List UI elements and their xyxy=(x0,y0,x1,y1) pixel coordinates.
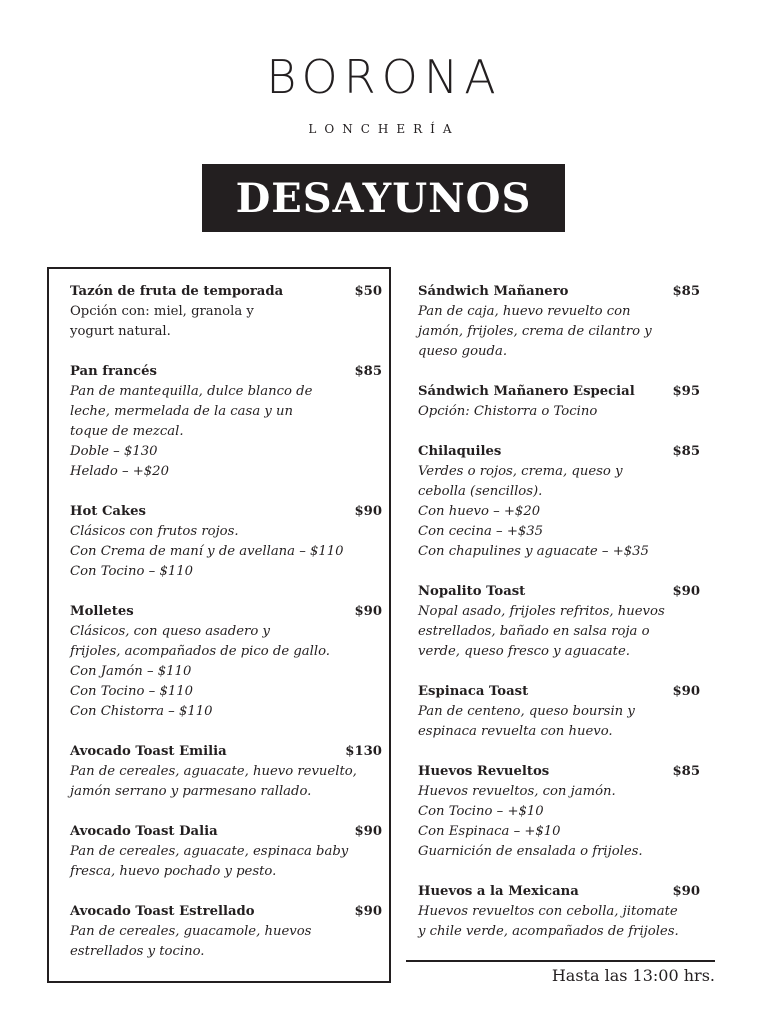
menu-item-name: Tazón de fruta de temporada xyxy=(70,284,284,299)
menu-item-description: yogurt natural. xyxy=(70,324,171,339)
menu-item-header xyxy=(70,282,382,302)
menu-item-header xyxy=(70,822,382,842)
menu-item-header xyxy=(418,442,700,462)
menu-item-header xyxy=(70,902,382,922)
menu-item-header xyxy=(418,282,700,302)
menu-item-description: Clásicos, con queso asadero y xyxy=(70,624,270,639)
menu-item-description: Con Crema de maní y de avellana – $110 xyxy=(70,544,344,559)
menu-item-header xyxy=(70,602,382,622)
menu-item-price: $85 xyxy=(672,444,700,459)
menu-item xyxy=(70,362,382,482)
menu-item-description: Pan de cereales, aguacate, huevo revuelto, xyxy=(70,764,357,779)
menu-item-name: Sándwich Mañanero xyxy=(418,284,569,299)
menu-item-header xyxy=(70,742,382,762)
menu-item xyxy=(70,902,382,962)
menu-item-description: Nopal asado, frijoles refritos, huevos xyxy=(418,604,665,619)
menu-item-description: Con Espinaca – +$10 xyxy=(418,824,561,839)
menu-item-name: Chilaquiles xyxy=(418,444,502,459)
menu-item-description: Pan de caja, huevo revuelto con xyxy=(418,304,631,319)
menu-item xyxy=(70,502,382,582)
menu-item-description: frijoles, acompañados de pico de gallo. xyxy=(70,644,330,659)
menu-item-description: y chile verde, acompañados de frijoles. xyxy=(418,924,679,939)
menu-item xyxy=(418,762,700,862)
menu-item xyxy=(418,882,700,942)
menu-item-description: Con Chistorra – $110 xyxy=(70,704,213,719)
menu-item-price: $130 xyxy=(345,744,382,759)
service-hours: Hasta las 13:00 hrs. xyxy=(551,966,715,985)
menu-item xyxy=(418,682,700,742)
menu-item-name: Hot Cakes xyxy=(70,504,146,519)
menu-item-header xyxy=(418,582,700,602)
menu-item-name: Huevos Revueltos xyxy=(418,764,550,779)
menu-item-description: Guarnición de ensalada o frijoles. xyxy=(418,844,643,859)
menu-item xyxy=(418,442,700,562)
menu-item xyxy=(70,282,382,342)
menu-item-description: queso gouda. xyxy=(418,344,508,359)
menu-item-description: Huevos revueltos, con jamón. xyxy=(418,784,616,799)
menu-item-price: $90 xyxy=(354,604,382,619)
menu-item-price: $50 xyxy=(354,284,382,299)
menu-item-description: Opción: Chistorra o Tocino xyxy=(418,404,598,419)
menu-item-description: Con cecina – +$35 xyxy=(418,524,544,539)
menu-item-description: Pan de cereales, guacamole, huevos xyxy=(70,924,312,939)
menu-item-description: Doble – $130 xyxy=(70,444,158,459)
menu-item-name: Avocado Toast Estrellado xyxy=(70,904,255,919)
menu-item-name: Avocado Toast Emilia xyxy=(70,744,227,759)
menu-item-description: toque de mezcal. xyxy=(70,424,184,439)
menu-item-price: $85 xyxy=(354,364,382,379)
menu-item-description: Con Tocino – $110 xyxy=(70,564,194,579)
menu-item-header xyxy=(70,502,382,522)
menu-item-price: $90 xyxy=(672,884,700,899)
menu-item-description: Con Tocino – +$10 xyxy=(418,804,544,819)
menu-item-description: Con Jamón – $110 xyxy=(70,664,192,679)
menu-item-header xyxy=(70,362,382,382)
menu-item-name: Nopalito Toast xyxy=(418,584,526,599)
menu-item xyxy=(418,382,700,422)
menu-item-description: estrellados y tocino. xyxy=(70,944,205,959)
menu-item-price: $90 xyxy=(354,504,382,519)
menu-item-name: Sándwich Mañanero Especial xyxy=(418,384,635,399)
menu-item-name: Pan francés xyxy=(70,364,157,379)
menu-item-price: $95 xyxy=(672,384,700,399)
menu-item-description: Verdes o rojos, crema, queso y xyxy=(418,464,623,479)
menu-item-description: Pan de centeno, queso boursin y xyxy=(418,704,635,719)
menu-item-description: espinaca revuelta con huevo. xyxy=(418,724,613,739)
menu-item-header xyxy=(418,882,700,902)
menu-item-description: cebolla (sencillos). xyxy=(418,484,543,499)
menu-item-description: Con Tocino – $110 xyxy=(70,684,194,699)
menu-item-description: Con huevo – +$20 xyxy=(418,504,541,519)
menu-item-description: Opción con: miel, granola y xyxy=(70,304,254,319)
section-title: DESAYUNOS xyxy=(202,164,565,232)
menu-item-price: $90 xyxy=(672,684,700,699)
brand-logo: BORONA xyxy=(266,50,502,104)
left-menu-column xyxy=(70,282,382,982)
menu-item-price: $90 xyxy=(354,824,382,839)
footer-divider xyxy=(406,960,715,962)
menu-item-description: Con chapulines y aguacate – +$35 xyxy=(418,544,649,559)
menu-item-description: jamón, frijoles, crema de cilantro y xyxy=(418,324,652,339)
right-menu-column xyxy=(418,282,700,962)
menu-item-description: jamón serrano y parmesano rallado. xyxy=(70,784,312,799)
menu-item-description: fresca, huevo pochado y pesto. xyxy=(70,864,277,879)
menu-item-price: $85 xyxy=(672,764,700,779)
menu-item-price: $90 xyxy=(354,904,382,919)
menu-item xyxy=(70,742,382,802)
menu-item-description: Helado – +$20 xyxy=(70,464,169,479)
menu-item-name: Molletes xyxy=(70,604,134,619)
menu-item-description: leche, mermelada de la casa y un xyxy=(70,404,293,419)
menu-item-description: Huevos revueltos con cebolla, jitomate xyxy=(418,904,678,919)
menu-item-header xyxy=(418,382,700,402)
menu-item-description: verde, queso fresco y aguacate. xyxy=(418,644,630,659)
menu-item-description: Pan de cereales, aguacate, espinaca baby xyxy=(70,844,349,859)
menu-item-description: estrellados, bañado en salsa roja o xyxy=(418,624,650,639)
menu-item xyxy=(418,582,700,662)
brand-subtitle: LONCHERÍA xyxy=(308,122,460,136)
menu-item-name: Espinaca Toast xyxy=(418,684,529,699)
menu-item-description: Pan de mantequilla, dulce blanco de xyxy=(70,384,313,399)
menu-item xyxy=(70,602,382,722)
menu-item-name: Avocado Toast Dalia xyxy=(70,824,218,839)
menu-item-header xyxy=(418,762,700,782)
menu-item xyxy=(418,282,700,362)
menu-item-header xyxy=(418,682,700,702)
menu-item xyxy=(70,822,382,882)
menu-item-price: $90 xyxy=(672,584,700,599)
menu-item-description: Clásicos con frutos rojos. xyxy=(70,524,239,539)
menu-item-price: $85 xyxy=(672,284,700,299)
menu-item-name: Huevos a la Mexicana xyxy=(418,884,579,899)
